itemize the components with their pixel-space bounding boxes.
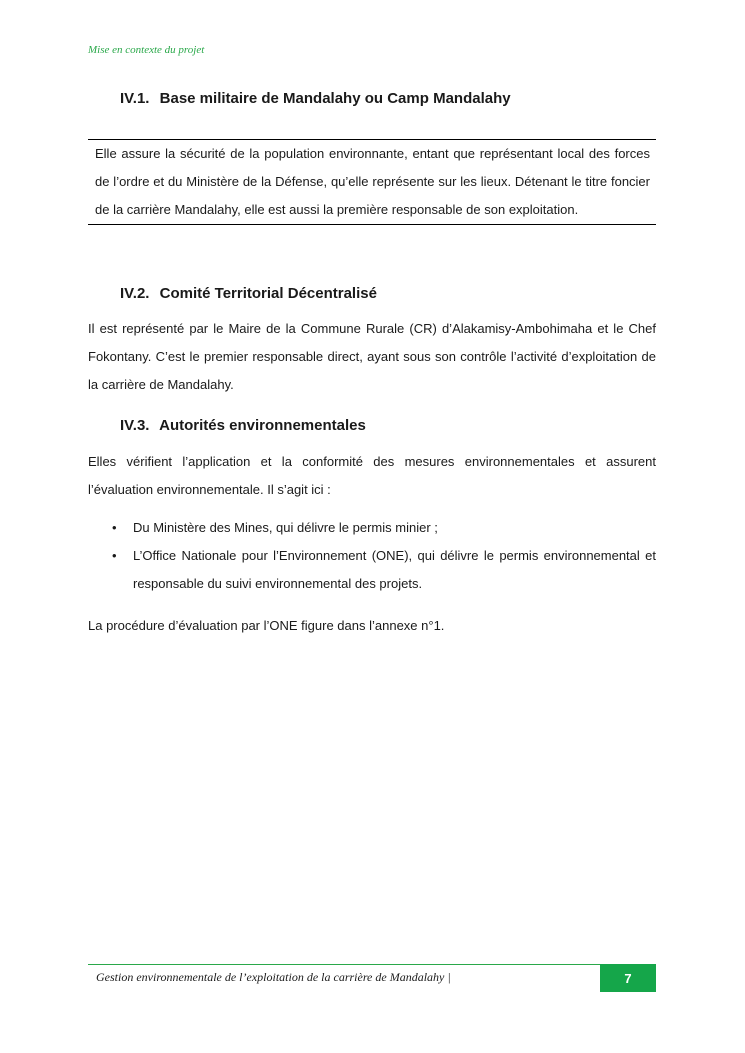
section-number: IV.3. (120, 417, 150, 434)
paragraph-block (88, 448, 656, 504)
section-heading-iv3 (120, 417, 366, 434)
running-header: Mise en contexte du projet (88, 44, 205, 56)
paragraph-block (88, 612, 656, 640)
paragraph-block (88, 315, 656, 399)
section-title: Base militaire de Mandalahy ou Camp Mandalahy (159, 90, 511, 107)
section-heading-iv1 (120, 90, 511, 107)
bullet-icon: • (112, 548, 117, 563)
list-item (88, 542, 656, 598)
list-item-text: Du Ministère des Mines, qui délivre le permis minier ; (133, 520, 438, 535)
paragraph-comite: Il est représenté par le Maire de la Commune Rurale (CR) d’Alakamisy-Ambohimaha et le Chef Fokontany. C’est le premier responsable direct, ayant sous son contrôle l’activité d’exploitation de la carrière de Mandalahy. (88, 321, 656, 392)
bordered-paragraph-box (88, 139, 656, 225)
section-number: IV.2. (120, 285, 150, 302)
list-item (88, 514, 656, 542)
paragraph-autorites: Elles vérifient l’application et la conformité des mesures environnementales et assurent l’évaluation environnementale. Il s’agit ici : (88, 454, 656, 497)
footer-title: Gestion environnementale de l’exploitation de la carrière de Mandalahy | (96, 970, 451, 984)
bullet-icon: • (112, 520, 117, 535)
bullet-list (88, 514, 656, 598)
paragraph-base-militaire: Elle assure la sécurité de la population environnante, entant que représentant local des forces de l’ordre et du Ministère de la Défense, qu’elle représente sur les lieux. Détenant le titre foncier de la carrière Mandalahy, elle est aussi la première responsable de son exploitation. (95, 146, 650, 217)
section-title: Comité Territorial Décentralisé (159, 285, 377, 302)
page-number-badge: 7 (600, 964, 656, 992)
section-heading-iv2 (120, 285, 377, 302)
footer-rule (88, 964, 656, 965)
section-number: IV.1. (120, 90, 150, 107)
section-title: Autorités environnementales (159, 417, 366, 434)
list-item-text: L’Office Nationale pour l’Environnement (ONE), qui délivre le permis environnemental et responsable du suivi environnemental des projets. (133, 548, 656, 591)
paragraph-closing: La procédure d’évaluation par l’ONE figure dans l’annexe n°1. (88, 618, 445, 633)
